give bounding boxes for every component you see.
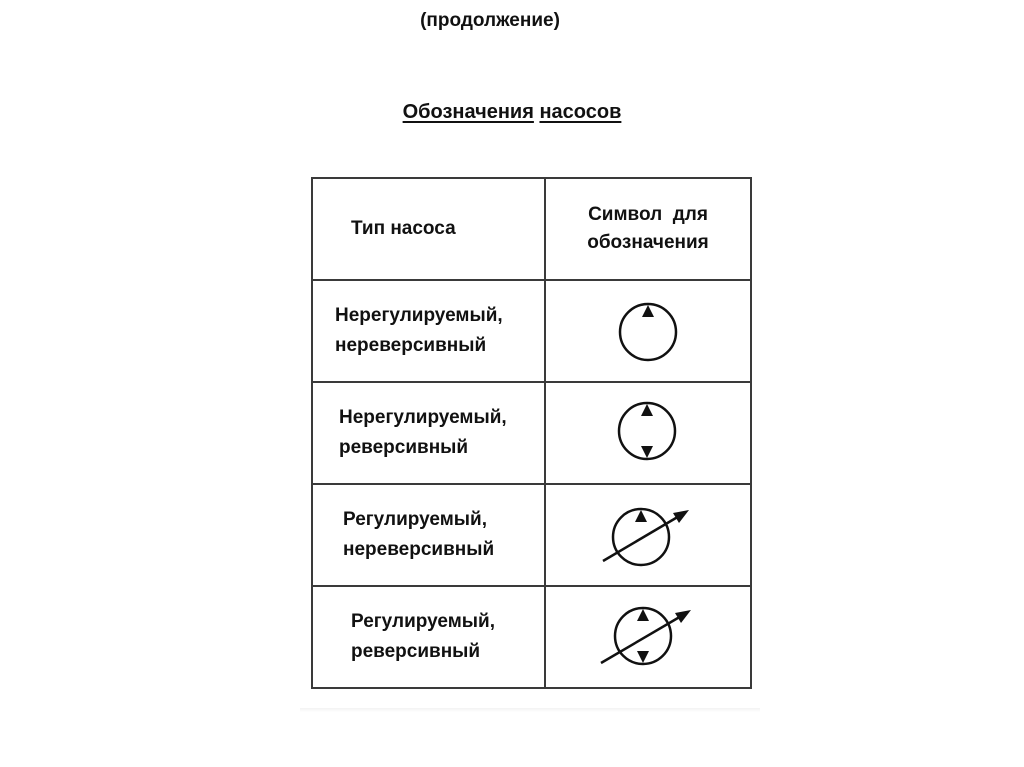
pump-variable-unidirectional-icon [593,493,703,577]
slide-subtitle: (продолжение) [420,10,560,31]
pump-type-line1: Регулируемый, [351,611,495,632]
pump-type-line1: Нерегулируемый, [335,305,503,326]
pump-type-line1: Регулируемый, [343,509,487,530]
pump-type-line1: Нерегулируемый, [339,407,507,428]
pump-fixed-unidirectional-icon [598,291,698,371]
header-symbol-line2: обозначения [587,232,709,253]
pump-symbol-cell [545,484,751,586]
slide-title [0,101,1024,124]
pump-symbol-cell [545,382,751,484]
table-row [312,484,751,586]
header-symbol [545,178,751,280]
pump-type-cell [312,382,545,484]
pump-type-line2: нереверсивный [343,539,495,560]
table-header-row [312,178,751,280]
title-word-pumps: насосов [539,101,622,123]
pump-type-line2: реверсивный [351,641,481,662]
title-word-designations: Обозначения [402,101,534,123]
pump-type-cell [312,280,545,382]
pump-symbols-table [311,177,750,687]
header-pump-type-label: Тип насоса [351,218,456,239]
table-row [312,586,751,688]
table-row [312,280,751,382]
table-row [312,382,751,484]
pump-type-cell [312,586,545,688]
header-symbol-line1: Символ для [588,204,708,225]
pump-symbol-cell [545,586,751,688]
pump-fixed-bidirectional-icon [598,393,698,473]
header-pump-type [312,178,545,280]
pump-variable-bidirectional-icon [593,595,703,679]
pump-type-line2: нереверсивный [335,335,487,356]
pump-symbol-cell [545,280,751,382]
pump-type-line2: реверсивный [339,437,469,458]
bottom-shadow-divider [300,708,760,712]
pump-type-cell [312,484,545,586]
